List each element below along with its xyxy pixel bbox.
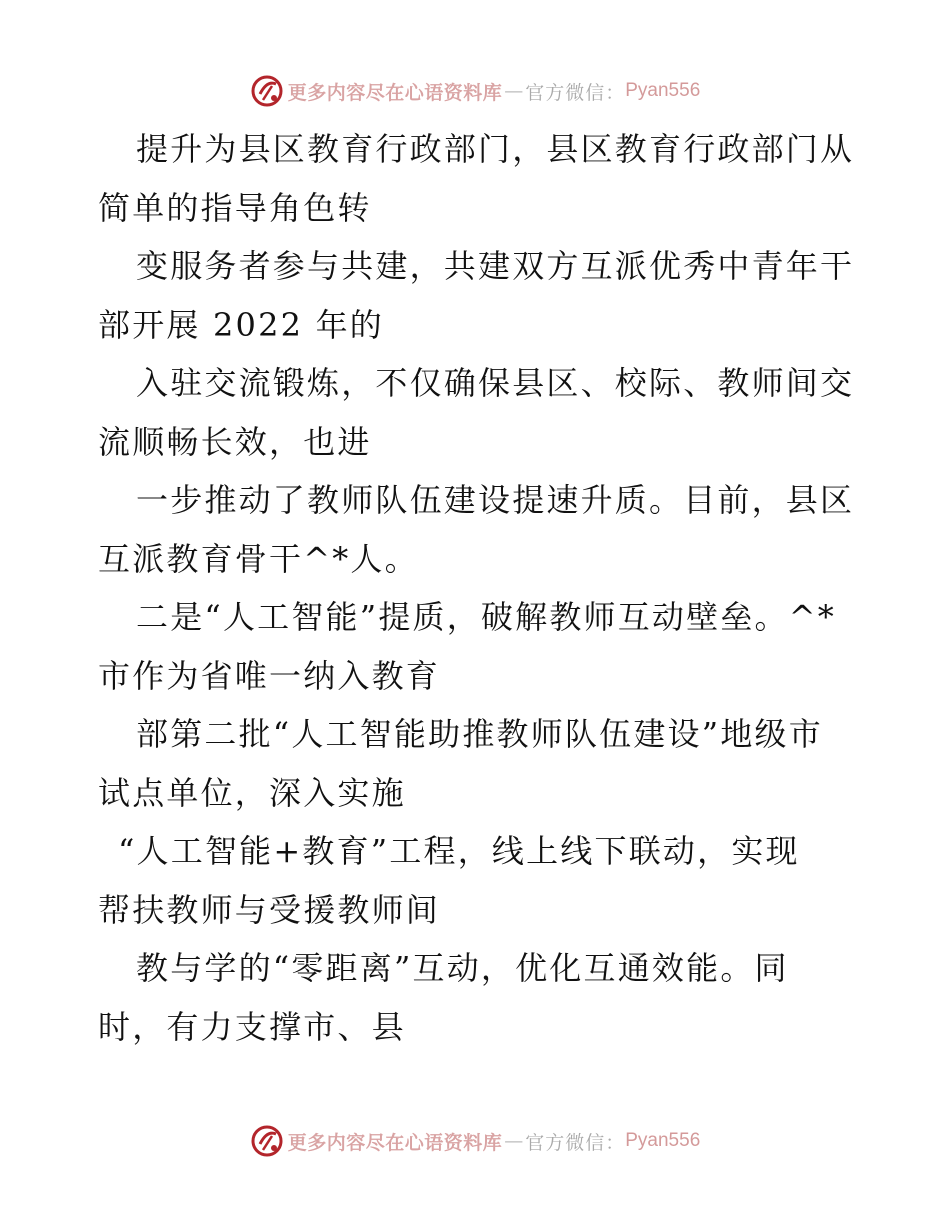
logo-icon [250, 74, 284, 108]
body-line: 互派教育骨干^*人。 [98, 539, 419, 578]
footer-brand: 更多内容尽在心语资料库 [287, 1131, 503, 1154]
header-dash: — [504, 80, 524, 102]
body-line: 时，有力支撑市、县 [98, 1007, 406, 1046]
header-wechat-id: Pyan556 [625, 80, 701, 101]
body-line: 二是“人工智能”提质，破解教师互动壁垒。^* [136, 598, 836, 636]
body-line: 变服务者参与共建，共建双方互派优秀中青年干 [136, 247, 855, 285]
body-line: 帮扶教师与受援教师间 [98, 890, 441, 929]
header-banner [0, 71, 950, 111]
footer-text [288, 1128, 701, 1155]
body-line: 入驻交流锻炼，不仅确保县区、校际、教师间交 [136, 364, 855, 402]
document-body [98, 120, 858, 1056]
body-line: 简单的指导角色转 [98, 188, 372, 227]
header-brand: 更多内容尽在心语资料库 [287, 81, 503, 104]
footer-dash: — [504, 1130, 524, 1152]
footer-banner [0, 1121, 950, 1161]
body-line: 市作为省唯一纳入教育 [98, 656, 441, 695]
body-line: 试点单位，深入实施 [98, 773, 406, 812]
body-line: “人工智能+教育”工程，线上线下联动，实现 [118, 832, 800, 870]
footer-wechat-label: 官方微信： [525, 1131, 626, 1154]
body-line: 部开展 2022 年的 [98, 305, 384, 344]
footer-wechat-id: Pyan556 [625, 1130, 701, 1151]
header-text [288, 78, 701, 105]
body-line: 一步推动了教师队伍建设提速升质。目前，县区 [136, 481, 855, 519]
body-line: 部第二批“人工智能助推教师队伍建设”地级市 [136, 715, 823, 753]
body-line: 流顺畅长效，也进 [98, 422, 372, 461]
body-line: 教与学的“零距离”互动，优化互通效能。同 [136, 949, 789, 987]
logo-icon [250, 1124, 284, 1158]
header-wechat-label: 官方微信： [525, 81, 626, 104]
body-line: 提升为县区教育行政部门，县区教育行政部门从 [136, 130, 855, 168]
